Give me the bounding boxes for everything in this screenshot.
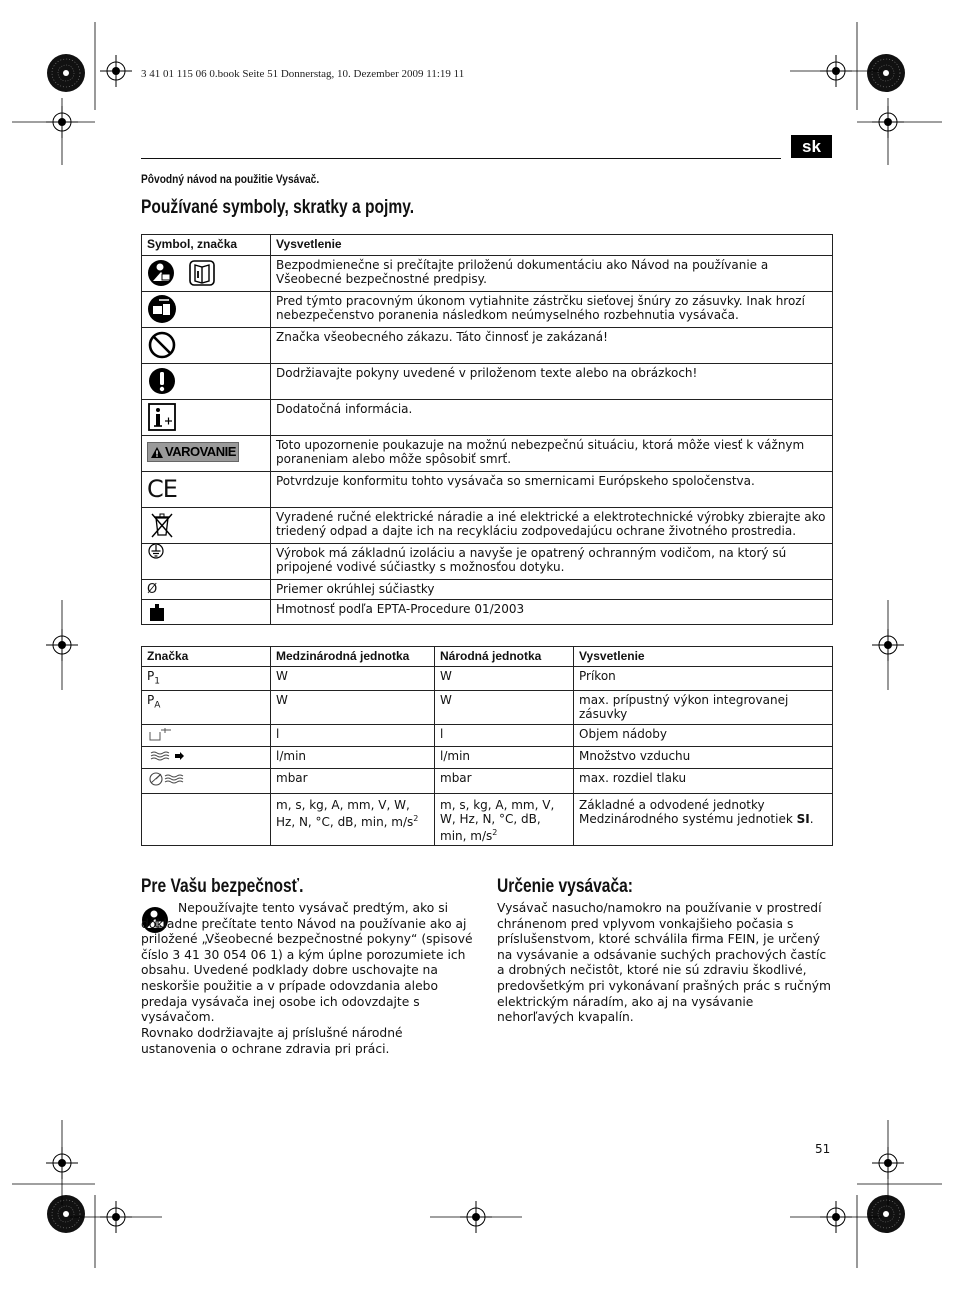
manual-book-icon	[187, 259, 217, 287]
info-icon	[147, 402, 177, 432]
column-header: Medzinárodná jednotka	[271, 647, 435, 667]
section-title-purpose: Určenie vysávača:	[497, 876, 633, 897]
table-row	[142, 436, 833, 472]
table-row	[142, 600, 833, 625]
intl-unit: l	[271, 725, 435, 747]
warning-triangle-icon	[150, 446, 164, 459]
column-header: Vysvetlenie	[271, 235, 833, 256]
language-tab: sk	[791, 135, 832, 158]
table-row	[142, 580, 833, 600]
doc-subtitle: Pôvodný návod na použitie Vysávač.	[141, 172, 320, 186]
table-row	[142, 747, 833, 769]
table-row	[142, 544, 833, 580]
national-unit: l/min	[435, 747, 574, 769]
safety-paragraph: Nepoužívajte tento vysávač predtým, ako si dôkladne prečítate tento Návod na používanie ako aj priložené „Všeobecné bezpečnostné pokyny“ (spisové číslo 3 41 30 054 06 1) a kým úplne porozumiete ich obsahu. Uvedené podklady dobre uschovajte na neskoršie použitie a v prípade odovzdania alebo predaja vysávača inej osobe ich odovzdajte s vysávačom.	[141, 901, 473, 1025]
weight-icon	[147, 602, 167, 622]
intl-unit: W	[271, 667, 435, 691]
unit-symbol: $P_1$	[142, 667, 271, 691]
table-row	[142, 472, 833, 508]
column-header: Symbol, značka	[142, 235, 271, 256]
warning-label: VAROVANIE	[147, 442, 239, 462]
pressure-icon	[147, 771, 187, 787]
page-number: 51	[815, 1142, 831, 1156]
symbol-explanation: Toto upozornenie poukazuje na možnú nebezpečnú situáciu, ktorá môže viesť k vážnym poraneniam alebo môže spôsobiť smrť.	[271, 436, 833, 472]
prohibition-icon	[147, 330, 177, 360]
unit-symbol: $P_A$	[142, 691, 271, 725]
intl-unit: W	[271, 691, 435, 725]
intl-unit: l/min	[271, 747, 435, 769]
diameter-icon: Ø	[147, 582, 158, 597]
national-unit: W	[435, 691, 574, 725]
column-header: Národná jednotka	[435, 647, 574, 667]
intl-unit: m, s, kg, A, mm, V, W, Hz, N, °C, dB, min, $m/s^2$	[271, 794, 435, 846]
table-row	[142, 769, 833, 794]
symbols-table	[141, 234, 833, 625]
unit-explanation: Príkon	[574, 667, 833, 691]
symbol-explanation: Výrobok má základnú izoláciu a navyše je opatrený ochranným vodičom, na ktorý sú pripojené vodivé súčiastky s možnosťou dotyku.	[271, 544, 833, 580]
crossed-bin-icon	[147, 510, 177, 540]
purpose-paragraph: Vysávač nasucho/namokro na používanie v prostredí chránenom pred vplyvom vonkajšieho počasia s príslušenstvom, ktoré schválila firma FEIN, je určený na vysávanie a odsávanie suchých prachových častíc a drobných nečistôt, ktoré nie sú zdraviu škodlivé, predovšetkým pri vykonávaní prašných prác s ručným elektrickým náradím, ako aj na vysávanie nehorľavých kvapalín.	[497, 901, 831, 1025]
ce-mark-icon: CE	[147, 475, 177, 503]
symbol-explanation: Pred týmto pracovným úkonom vytiahnite zástrčku sieťovej šnúry zo zásuvky. Inak hrozí nebezpečenstvo poranenia následkom neúmyselného rozbehnutia vysávača.	[271, 292, 833, 328]
read-manual-icon	[147, 259, 177, 287]
symbol-explanation: Potvrdzuje konformitu tohto vysávača so smernicami Európskeho spoločenstva.	[271, 472, 833, 508]
national-unit: mbar	[435, 769, 574, 794]
table-header-row	[142, 235, 833, 256]
table-row	[142, 256, 833, 292]
unit-explanation: Objem nádoby	[574, 725, 833, 747]
symbol-explanation: Dodatočná informácia.	[271, 400, 833, 436]
unplug-icon	[147, 294, 177, 324]
national-unit: l	[435, 725, 574, 747]
table-row	[142, 794, 833, 846]
unit-explanation: Základné a odvodené jednotky Medzinárodného systému jednotiek SI.	[574, 794, 833, 846]
symbol-explanation: Bezpodmienečne si prečítajte priloženú dokumentáciu ako Návod na používanie a Všeobecné bezpečnostné predpisy.	[271, 256, 833, 292]
column-header: Vysvetlenie	[574, 647, 833, 667]
national-unit: W	[435, 667, 574, 691]
national-unit: m, s, kg, A, mm, V, W, Hz, N, °C, dB, min, $m/s^2$	[435, 794, 574, 846]
symbol-explanation: Dodržiavajte pokyny uvedené v priloženom texte alebo na obrázkoch!	[271, 364, 833, 400]
symbol-explanation: Hmotnosť podľa EPTA-Procedure 01/2003	[271, 600, 833, 625]
container-icon	[147, 727, 173, 741]
section-title-safety: Pre Vašu bezpečnosť.	[141, 876, 304, 897]
unit-explanation: max. prípustný výkon integrovanej zásuvky	[574, 691, 833, 725]
table-row	[142, 364, 833, 400]
symbol-explanation: Značka všeobecného zákazu. Táto činnosť je zakázaná!	[271, 328, 833, 364]
units-table	[141, 646, 833, 846]
section-title-symbols: Používané symboly, skratky a pojmy.	[141, 197, 415, 218]
ground-icon	[147, 542, 165, 560]
symbol-explanation: Priemer okrúhlej súčiastky	[271, 580, 833, 600]
header-rule	[141, 158, 781, 159]
unit-explanation: max. rozdiel tlaku	[574, 769, 833, 794]
table-row	[142, 691, 833, 725]
exclamation-icon	[147, 366, 177, 396]
print-header: 3 41 01 115 06 0.book Seite 51 Donnerstag, 10. Dezember 2009 11:19 11	[141, 68, 465, 80]
table-row	[142, 508, 833, 544]
safety-paragraph-2: Rovnako dodržiavajte aj príslušné národné ustanovenia o ochrane zdravia pri práci.	[141, 1026, 403, 1056]
intl-unit: mbar	[271, 769, 435, 794]
table-header-row	[142, 647, 833, 667]
table-row	[142, 328, 833, 364]
symbol-explanation: Vyradené ručné elektrické náradie a iné elektrické a elektrotechnické výrobky zbierajte ako triedený odpad a dajte ich na recykláciu zodpovedajúcu ochrane životného prostredia.	[271, 508, 833, 544]
column-header: Značka	[142, 647, 271, 667]
table-row	[142, 667, 833, 691]
airflow-icon	[147, 749, 187, 763]
table-row	[142, 400, 833, 436]
unit-explanation: Množstvo vzduchu	[574, 747, 833, 769]
table-row	[142, 725, 833, 747]
table-row	[142, 292, 833, 328]
